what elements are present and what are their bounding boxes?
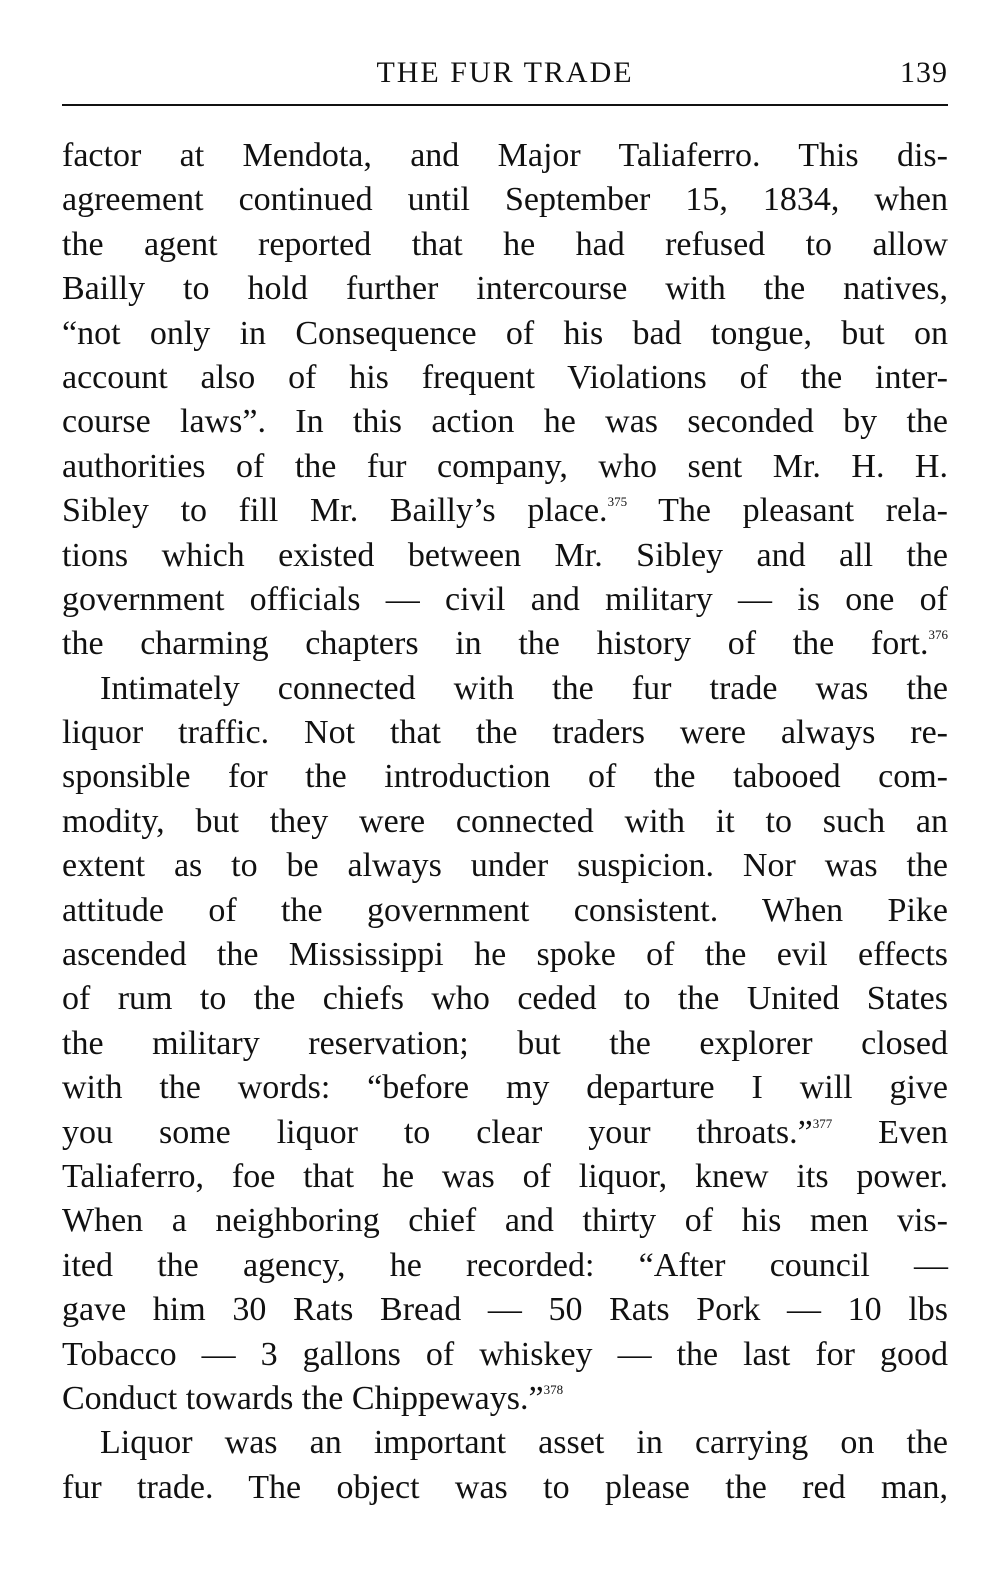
text-line: course laws”. In this action he was seconded by the <box>62 403 948 441</box>
text-line: gave him 30 Rats Bread — 50 Rats Pork — 10 lbs <box>62 1291 948 1329</box>
page-header <box>62 40 948 106</box>
text-line: Liquor was an important asset in carrying on the <box>100 1424 948 1462</box>
text-line: ascended the Mississippi he spoke of the evil effects <box>62 936 948 974</box>
page-number: 139 <box>900 56 948 89</box>
text-line: account also of his frequent Violations of the inter- <box>62 358 948 396</box>
text-line: Conduct towards the Chippeways.”$^{378}$ <box>62 1379 564 1417</box>
footnote-ref[interactable]: 375 <box>607 494 628 510</box>
text-line: modity, but they were connected with it to such an <box>62 802 948 840</box>
footnote-ref[interactable]: 377 <box>812 1115 833 1131</box>
text-line: the charming chapters in the history of the fort.$^{376}$ <box>62 625 948 663</box>
text-line: “not only in Consequence of his bad tongue, but on <box>62 314 948 352</box>
text-line: fur trade. The object was to please the red man, <box>62 1468 948 1506</box>
footnote-ref[interactable]: 378 <box>543 1381 564 1397</box>
text-line: government officials — civil and military — is one of <box>62 580 948 618</box>
text-line: agreement continued until September 15, 1834, when <box>62 181 948 219</box>
text-line: Taliaferro, foe that he was of liquor, knew its power. <box>62 1157 948 1195</box>
text-line: When a neighboring chief and thirty of his men vis- <box>62 1202 948 1240</box>
text-line: Sibley to fill Mr. Bailly’s place.$^{375}$ The pleasant rela- <box>62 492 948 530</box>
text-line: the military reservation; but the explorer closed <box>62 1024 948 1062</box>
text-line: Tobacco — 3 gallons of whiskey — the last for good <box>62 1335 948 1373</box>
running-head: THE FUR TRADE <box>376 56 634 89</box>
text-line: attitude of the government consistent. When Pike <box>62 891 948 929</box>
text-line: extent as to be always under suspicion. Nor was the <box>62 847 948 885</box>
text-line: the agent reported that he had refused to allow <box>62 225 948 263</box>
text-line: Bailly to hold further intercourse with the natives, <box>62 270 948 308</box>
footnote-ref[interactable]: 376 <box>928 627 948 643</box>
text-line: tions which existed between Mr. Sibley and all the <box>62 536 948 574</box>
text-line: factor at Mendota, and Major Taliaferro. This dis- <box>62 137 948 174</box>
text-line: with the words: “before my departure I will give <box>62 1069 948 1107</box>
text-line: liquor traffic. Not that the traders were always re- <box>62 714 948 752</box>
text-line: Intimately connected with the fur trade was the <box>100 669 948 707</box>
book-page <box>62 40 948 1510</box>
text-line: of rum to the chiefs who ceded to the United States <box>62 980 948 1018</box>
text-line: authorities of the fur company, who sent Mr. H. H. <box>62 447 948 485</box>
text-line: you some liquor to clear your throats.”$^{377}$ Even <box>62 1113 949 1151</box>
text-line: ited the agency, he recorded: “After council — <box>62 1246 948 1284</box>
text-line: sponsible for the introduction of the tabooed com- <box>62 758 948 796</box>
body-text <box>62 134 948 1510</box>
